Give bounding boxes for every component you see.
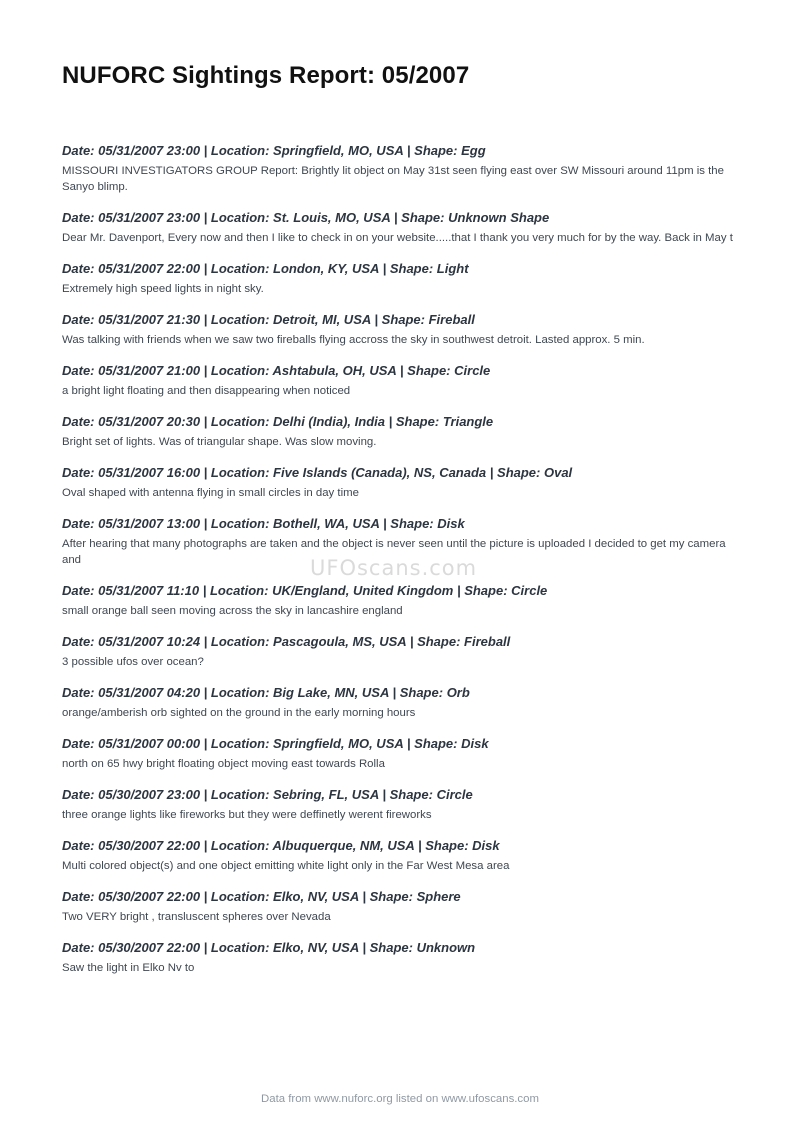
shape-label: | Shape: — [414, 838, 473, 853]
date-label: Date: — [62, 583, 99, 598]
report-summary: Multi colored object(s) and one object emitting white light only in the Far West Mesa area — [62, 860, 510, 872]
report-location: Springfield, MO, USA — [273, 736, 404, 751]
report-shape: Egg — [461, 143, 486, 158]
report-shape: Oval — [543, 465, 573, 480]
report-shape: Disk — [472, 838, 500, 853]
report-shape: Orb — [446, 685, 470, 700]
location-label: | Location: — [200, 363, 273, 378]
report-location: Ashtabula, OH, USA — [272, 363, 397, 378]
report-summary: Extremely high speed lights in night sky. — [62, 283, 264, 295]
report-date: 05/31/2007 04:20 — [98, 685, 201, 700]
location-label: | Location: — [200, 261, 274, 276]
report-summary: After hearing that many photographs are taken and the object is never seen until the picture is uploaded I decided to get my camera and — [62, 538, 726, 566]
report-date: 05/31/2007 11:10 — [98, 583, 200, 598]
report-summary: orange/amberish orb sighted on the ground in the early morning hours — [62, 707, 416, 719]
report-shape: Circle — [454, 363, 491, 378]
report-header — [62, 735, 744, 753]
report-date: 05/31/2007 00:00 — [98, 736, 201, 751]
report-header — [62, 515, 744, 533]
report-entry — [62, 362, 744, 399]
report-shape: Triangle — [442, 414, 494, 429]
report-entry — [62, 142, 744, 195]
report-location: UK/England, United Kingdom — [272, 583, 454, 598]
date-label: Date: — [62, 312, 99, 327]
report-summary: a bright light floating and then disappearing when noticed — [62, 385, 351, 397]
location-label: | Location: — [200, 516, 274, 531]
location-label: | Location: — [200, 889, 274, 904]
footer-credit: Data from www.nuforc.org listed on www.ufoscans.com — [261, 1093, 539, 1105]
date-label: Date: — [62, 736, 99, 751]
shape-label: | Shape: — [384, 414, 443, 429]
shape-label: | Shape: — [378, 787, 437, 802]
report-date: 05/31/2007 20:30 — [98, 414, 201, 429]
report-header — [62, 684, 744, 702]
report-date: 05/30/2007 23:00 — [98, 787, 201, 802]
report-date: 05/31/2007 21:30 — [98, 312, 201, 327]
report-header — [62, 362, 744, 380]
page-title: NUFORC Sightings Report: 05/2007 — [62, 62, 470, 89]
report-entry — [62, 464, 744, 501]
report-header — [62, 633, 744, 651]
report-entry — [62, 209, 744, 246]
date-label: Date: — [62, 685, 99, 700]
report-summary: Saw the light in Elko Nv to — [62, 962, 195, 974]
shape-label: | Shape: — [358, 940, 417, 955]
report-entry — [62, 582, 744, 619]
report-header — [62, 311, 744, 329]
report-entry — [62, 311, 744, 348]
report-entry — [62, 633, 744, 670]
report-header — [62, 888, 744, 906]
shape-label: | Shape: — [486, 465, 544, 480]
report-entry — [62, 515, 744, 568]
date-label: Date: — [62, 889, 99, 904]
report-header — [62, 582, 744, 600]
report-shape: Unknown — [416, 940, 476, 955]
location-label: | Location: — [200, 312, 274, 327]
report-shape: Circle — [436, 787, 473, 802]
report-header — [62, 464, 744, 482]
date-label: Date: — [62, 634, 99, 649]
report-summary: MISSOURI INVESTIGATORS GROUP Report: Brightly lit object on May 31st seen flying east over SW Missouri around 11pm is the Sanyo blimp. — [62, 165, 724, 193]
report-shape: Fireball — [428, 312, 475, 327]
report-date: 05/31/2007 21:00 — [98, 363, 201, 378]
report-location: Elko, NV, USA — [273, 889, 359, 904]
report-entry — [62, 786, 744, 823]
report-location: St. Louis, MO, USA — [273, 210, 391, 225]
shape-label: | Shape: — [406, 634, 465, 649]
location-label: | Location: — [200, 414, 274, 429]
report-date: 05/31/2007 10:24 — [98, 634, 201, 649]
date-label: Date: — [62, 838, 99, 853]
report-shape: Light — [436, 261, 469, 276]
report-header — [62, 939, 744, 957]
report-location: Five Islands (Canada), NS, Canada — [273, 465, 487, 480]
report-entry — [62, 939, 744, 976]
location-label: | Location: — [200, 940, 274, 955]
report-entry — [62, 260, 744, 297]
shape-label: | Shape: — [453, 583, 512, 598]
report-entry — [62, 837, 744, 874]
shape-label: | Shape: — [403, 736, 462, 751]
report-summary: Dear Mr. Davenport, Every now and then I like to check in on your website.....that I thank you very much for by the way. Back in May t — [62, 232, 733, 244]
report-entry — [62, 888, 744, 925]
report-header — [62, 209, 744, 227]
report-shape: Disk — [461, 736, 489, 751]
report-location: Big Lake, MN, USA — [273, 685, 389, 700]
report-summary: north on 65 hwy bright floating object moving east towards Rolla — [62, 758, 385, 770]
report-location: Pascagoula, MS, USA — [273, 634, 407, 649]
report-entry — [62, 684, 744, 721]
location-label: | Location: — [200, 465, 274, 480]
shape-label: | Shape: — [388, 685, 447, 700]
report-location: Delhi (India), India — [273, 414, 385, 429]
report-location: Albuquerque, NM, USA — [272, 838, 415, 853]
location-label: | Location: — [200, 210, 274, 225]
report-summary: three orange lights like fireworks but they were deffinetly werent fireworks — [62, 809, 432, 821]
location-label: | Location: — [200, 685, 274, 700]
report-shape: Fireball — [464, 634, 511, 649]
report-summary: Bright set of lights. Was of triangular shape. Was slow moving. — [62, 436, 377, 448]
report-date: 05/30/2007 22:00 — [98, 889, 201, 904]
shape-label: | Shape: — [378, 261, 437, 276]
shape-label: | Shape: — [370, 312, 429, 327]
report-header — [62, 260, 744, 278]
report-location: London, KY, USA — [273, 261, 379, 276]
date-label: Date: — [62, 363, 99, 378]
date-label: Date: — [62, 516, 99, 531]
report-date: 05/31/2007 16:00 — [98, 465, 201, 480]
report-date: 05/30/2007 22:00 — [98, 838, 201, 853]
report-entry — [62, 413, 744, 450]
report-date: 05/31/2007 13:00 — [98, 516, 201, 531]
report-shape: Sphere — [416, 889, 461, 904]
report-header — [62, 837, 744, 855]
shape-label: | Shape: — [396, 363, 455, 378]
date-label: Date: — [62, 414, 99, 429]
report-shape: Unknown Shape — [448, 210, 550, 225]
report-date: 05/31/2007 23:00 — [98, 143, 201, 158]
report-summary: Was talking with friends when we saw two fireballs flying accross the sky in southwest detroit. Lasted approx. 5 min. — [62, 334, 645, 346]
report-location: Elko, NV, USA — [273, 940, 359, 955]
shape-label: | Shape: — [379, 516, 438, 531]
shape-label: | Shape: — [403, 143, 462, 158]
shape-label: | Shape: — [358, 889, 417, 904]
location-label: | Location: — [200, 787, 274, 802]
watermark: UFOscans.com — [310, 556, 478, 580]
report-header — [62, 142, 744, 160]
report-date: 05/31/2007 22:00 — [98, 261, 201, 276]
date-label: Date: — [62, 210, 99, 225]
report-location: Springfield, MO, USA — [273, 143, 404, 158]
location-label: | Location: — [200, 634, 274, 649]
date-label: Date: — [62, 940, 99, 955]
report-summary: 3 possible ufos over ocean? — [62, 656, 204, 668]
report-summary: Two VERY bright , transluscent spheres over Nevada — [62, 911, 331, 923]
report-header — [62, 413, 744, 431]
report-entry — [62, 735, 744, 772]
report-date: 05/30/2007 22:00 — [98, 940, 201, 955]
shape-label: | Shape: — [390, 210, 449, 225]
report-list — [62, 142, 744, 990]
date-label: Date: — [62, 143, 99, 158]
location-label: | Location: — [200, 143, 274, 158]
report-summary: Oval shaped with antenna flying in small circles in day time — [62, 487, 359, 499]
report-shape: Disk — [437, 516, 465, 531]
report-summary: small orange ball seen moving across the sky in lancashire england — [62, 605, 403, 617]
report-header — [62, 786, 744, 804]
report-date: 05/31/2007 23:00 — [98, 210, 201, 225]
report-shape: Circle — [511, 583, 548, 598]
report-location: Sebring, FL, USA — [273, 787, 379, 802]
report-location: Bothell, WA, USA — [273, 516, 380, 531]
location-label: | Location: — [199, 583, 273, 598]
report-location: Detroit, MI, USA — [273, 312, 371, 327]
location-label: | Location: — [200, 838, 273, 853]
date-label: Date: — [62, 261, 99, 276]
location-label: | Location: — [200, 736, 274, 751]
date-label: Date: — [62, 787, 99, 802]
date-label: Date: — [62, 465, 99, 480]
